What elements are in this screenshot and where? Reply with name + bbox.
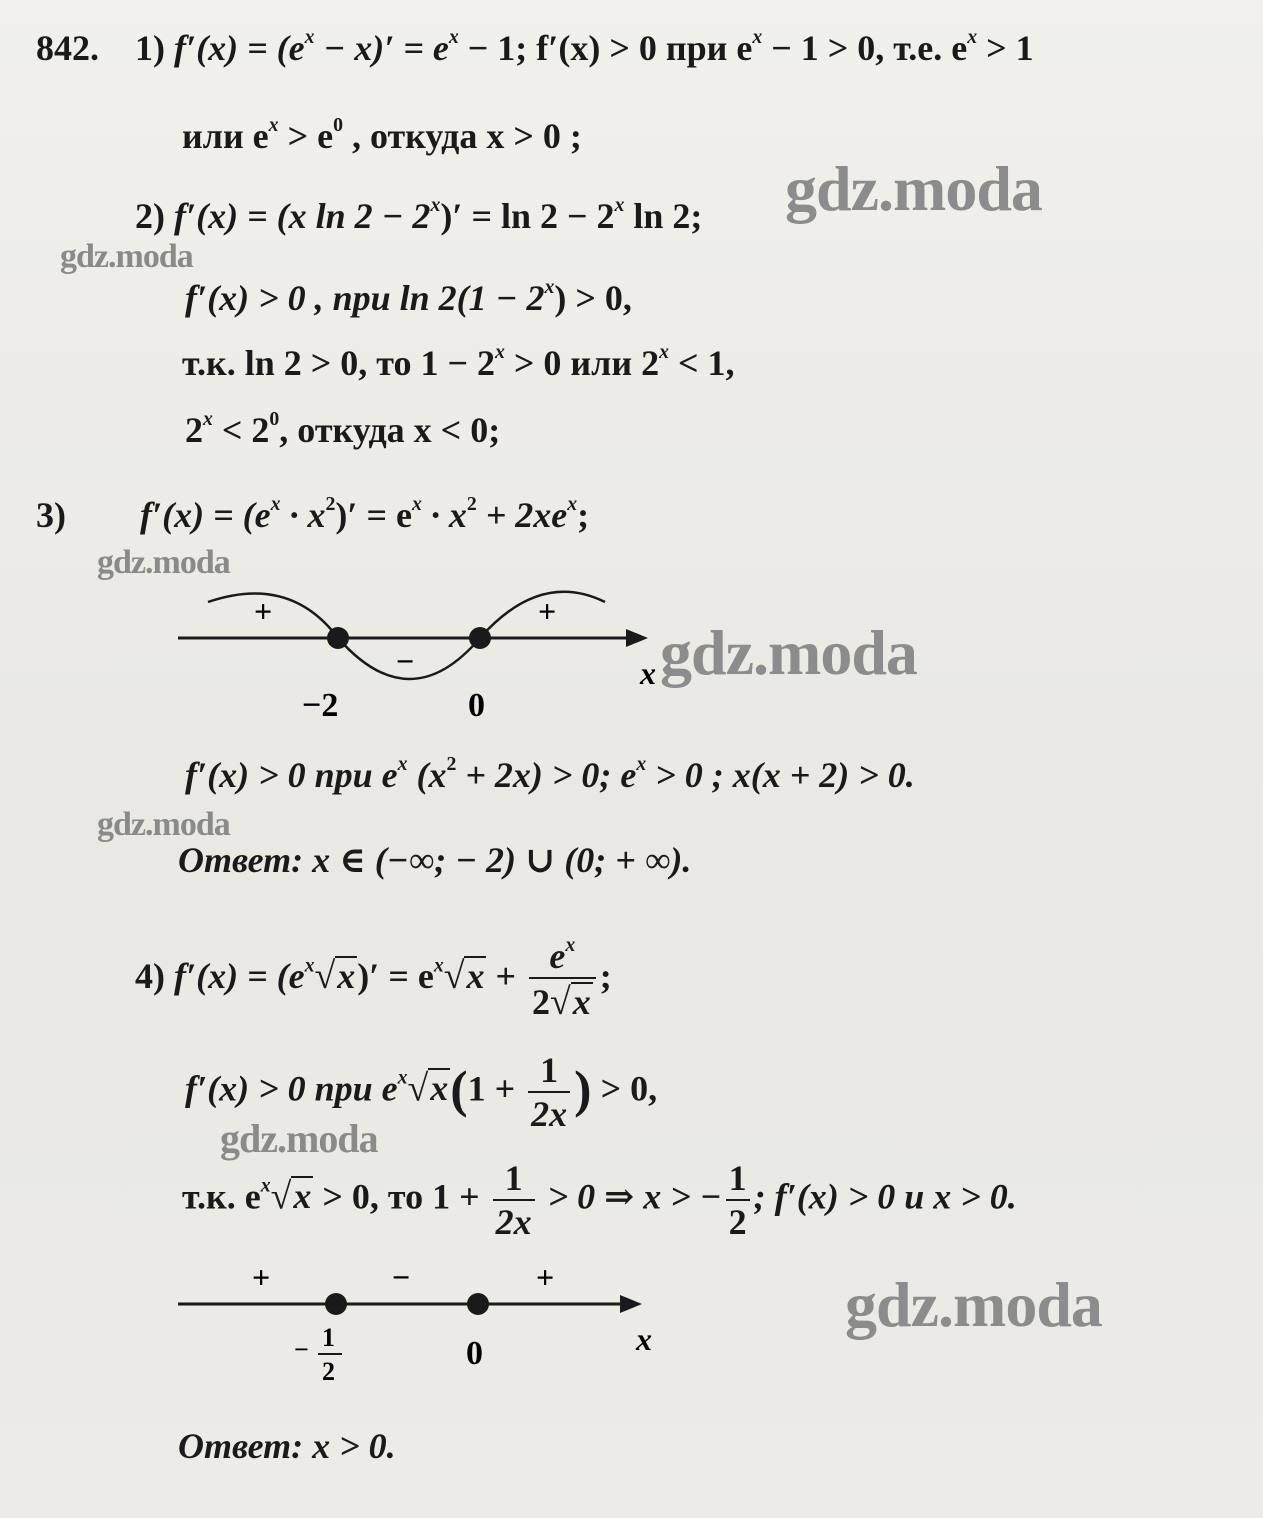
watermark: gdz.moda (220, 1116, 378, 1161)
sign-plus-right: + (536, 1262, 555, 1295)
sign-plus-left: + (254, 593, 273, 629)
point-label-sign: − (294, 1335, 309, 1364)
watermark: gdz.moda (97, 544, 230, 581)
part4-line3: т.к. $e^x√x > 0$, то 1 + $\frac{1}{2x}$ > 0 ⇒ x > − $\frac{1}{2}$ ; f′(x) > 0 и x > 0. (182, 1158, 1017, 1242)
part2-line3: т.к. ln 2 > 0, то $1 - 2^x > 0$ или $2^x < 1$, (182, 341, 735, 383)
part3-label: 3) (36, 495, 66, 535)
problem-number: 842. (36, 28, 99, 68)
point-label-minus-two: −2 (302, 687, 339, 724)
watermark: gdz.moda (660, 617, 917, 688)
point-label-num: 1 (322, 1323, 335, 1352)
sign-minus-middle: − (392, 1262, 411, 1295)
watermark: gdz.moda (97, 806, 230, 843)
part3-line2: f′(x) > 0 при $e^x$ $(x^2 + 2x) > 0$; $e^x > 0$ ; x(x + 2) > 0. (185, 753, 915, 795)
point-label-zero: 0 (468, 687, 485, 724)
sign-chart-part3 (170, 580, 670, 730)
watermark: gdz.moda (845, 1269, 1102, 1340)
part1-line2: или $e^x > e^0$ , откуда x > 0 ; (182, 114, 582, 156)
axis-variable: x (640, 655, 656, 691)
watermark: gdz.moda (60, 238, 193, 275)
part4-answer: Ответ: x > 0. (178, 1426, 396, 1466)
sign-plus-left: + (252, 1262, 271, 1295)
sign-plus-right: + (538, 593, 557, 629)
point-label-den: 2 (322, 1357, 335, 1386)
part4-line1: 4) $f'(x) = (e^x√x)' = e^x√x$ + $\frac{e^x}{2√x}$ ; (135, 934, 612, 1023)
point-label-zero: 0 (466, 1335, 483, 1372)
watermark: gdz.moda (785, 153, 1042, 224)
axis-variable: x (636, 1321, 652, 1357)
part2-line4: $2^x < 2^0$, откуда x < 0; (185, 408, 501, 450)
part4-line2: f′(x) > 0 при $e^x√x(1$ + $\frac{1}{2x}$ ) > 0, (185, 1050, 658, 1134)
part3-answer: Ответ: x ∈ (−∞; − 2) ∪ (0; + ∞). (178, 840, 692, 880)
part1-line1: 1) $f'(x) = (e^x - x)' = e^x - 1$; f′(x) > 0 при $e^x - 1 > 0$, т.е. $e^x > 1$ (135, 26, 1034, 68)
part2-line2: f′(x) > 0 , при $\ln 2(1 - 2^x) > 0$, (185, 276, 632, 318)
sign-minus-middle: − (396, 643, 415, 679)
part3-line1: $f'(x) = (e^x \cdot x^2)' = e^x \cdot x^2 + 2xe^x$; (140, 493, 590, 535)
sign-chart-part4 (170, 1262, 670, 1392)
part2-line1: 2) f′(x) = (x $\ln 2 - 2^x)' = \ln 2 - 2^x$ ln 2; (135, 194, 703, 236)
